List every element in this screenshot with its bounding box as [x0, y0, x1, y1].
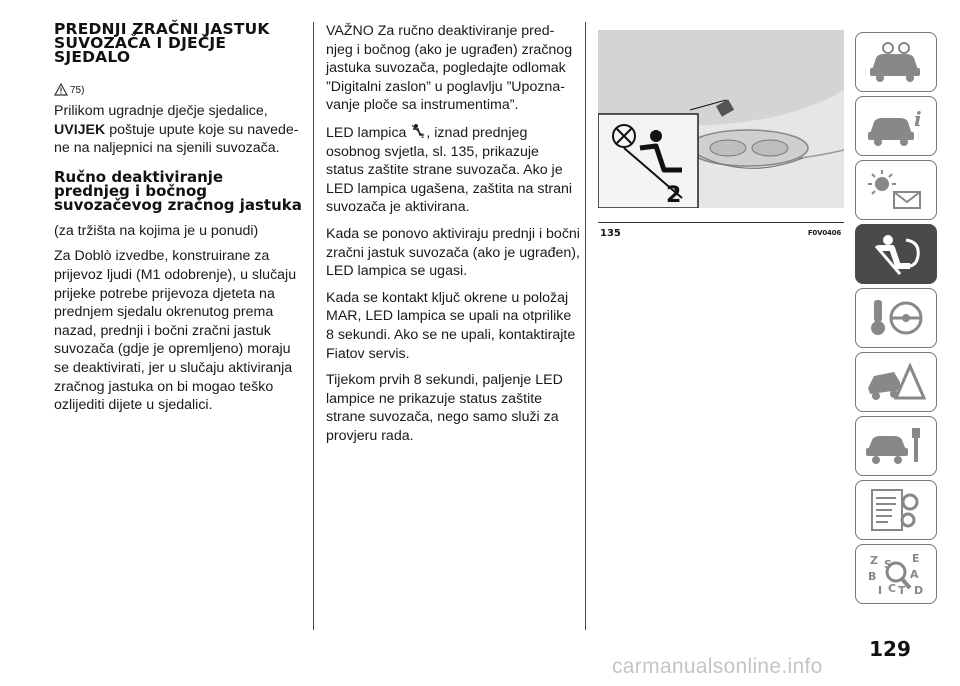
intro-paragraph: Prilikom ugradnje dječje sjedalice, UVIJEK poštuje upute koje su navede-ne na naljepnici na sjenili suvozača. [54, 103, 299, 157]
svg-text:T: T [898, 584, 906, 596]
svg-text:B: B [868, 570, 877, 583]
key-steering-wheel-icon [866, 296, 926, 340]
emphasis-always: UVIJEK [54, 121, 106, 138]
column-divider [313, 22, 314, 630]
figure-number: 135 [600, 228, 621, 239]
warning-lights-message-icon [866, 168, 926, 212]
technical-data-gears-icon [866, 488, 926, 532]
passenger-airbag-off-icon [410, 123, 426, 139]
section-heading: PREDNJI ZRAČNI JASTUK SUVOZAČA I DJEČJE SJEDALO [54, 20, 270, 66]
inset-label: 2 [666, 183, 682, 208]
svg-text:I: I [878, 584, 883, 596]
tab-safety[interactable] [855, 224, 937, 284]
figure-caption [598, 228, 844, 240]
deactivation-paragraph: Za Doblò izvedbe, konstruirane za prijevoz ljudi (M1 odobrenje), u slučaju prijeke potrebe prijevoza djeteta na prednjem sjedalu okrenutog prema nazad, prednji i bočni zračni jastuk suvozača (gdje je opremljeno) moraju se deaktivirati, jer u slučaju aktiviranja zračnog jastuka on bi mogao teško ozlijediti dijete u sjedalici. [54, 248, 297, 414]
car-breakdown-warning-icon [866, 360, 926, 404]
page-number: 129 [869, 637, 911, 661]
warning-reference [54, 76, 304, 96]
svg-text:C: C [888, 582, 897, 595]
svg-text:D: D [914, 584, 924, 596]
middle-column [326, 22, 580, 453]
svg-text:Z: Z [870, 554, 878, 567]
car-dashboard-icon [866, 40, 926, 84]
tab-starting-driving[interactable] [855, 288, 937, 348]
car-info-icon [866, 104, 926, 148]
warning-triangle-icon [54, 83, 68, 96]
column-divider-2 [585, 22, 586, 630]
figure-code: F0V0406 [807, 229, 841, 237]
first-seconds-paragraph: Tijekom prvih 8 sekundi, paljenje LED lampice ne prikazuje status zaštite strane suvozača, nego samo služi za provjeru rada. [326, 372, 563, 444]
svg-text:A: A [910, 568, 919, 581]
watermark: carmanualsonline.info [612, 655, 823, 678]
svg-text:S: S [884, 558, 892, 571]
overhead-console-drawing [598, 30, 844, 208]
warning-ref-number: 75) [70, 85, 85, 96]
tab-car-info[interactable] [855, 96, 937, 156]
seatbelt-airbag-icon [866, 232, 926, 276]
important-paragraph: VAŽNO Za ručno deaktiviranje pred-njeg i bočnog (ako je ugrađen) zračnog jastuka suvozača, pogledajte odlomak ”Digitalni zaslon” u poglavlju ”Upozna-vanje ploče sa instrumentima”. [326, 23, 573, 114]
svg-text:E: E [912, 552, 920, 565]
alphabetical-index-icon [866, 552, 926, 596]
figure-caption-rule [598, 222, 844, 223]
svg-text:i: i [914, 107, 922, 131]
car-maintenance-wrench-icon [866, 424, 926, 468]
tab-index[interactable] [855, 544, 937, 604]
tab-dashboard[interactable] [855, 32, 937, 92]
tab-maintenance[interactable] [855, 416, 937, 476]
tab-warning-lights[interactable] [855, 160, 937, 220]
figure-135-illustration [598, 30, 844, 208]
led-inset-box [598, 114, 698, 208]
market-note: (za tržišta na kojima je u ponudi) [54, 222, 259, 239]
left-column [54, 22, 304, 422]
tab-emergency[interactable] [855, 352, 937, 412]
led-paragraph: LED lampica 2 , iznad prednjeg osobnog svjetla, sl. 135, prikazuje status zaštite strane suvozača. Ako je LED lampica ugašena, zaštita na strani suvozača je aktivirana. [326, 124, 573, 216]
svg-text:2: 2 [421, 132, 426, 139]
subsection-heading: Ručno deaktiviranje prednjeg i bočnog suvozačevog zračnog jastuka [54, 167, 302, 214]
ignition-paragraph: Kada se kontakt ključ okrene u položaj MAR, LED lampica se upali na otprilike 8 sekundi. Ako se ne upali, kontaktirajte Fiatov servis. [326, 289, 576, 362]
tab-technical-data[interactable] [855, 480, 937, 540]
reactivation-paragraph: Kada se ponovo aktiviraju prednji i bočni zračni jastuk suvozača (ako je ugrađen), LED lampica se ugasi. [326, 225, 580, 280]
